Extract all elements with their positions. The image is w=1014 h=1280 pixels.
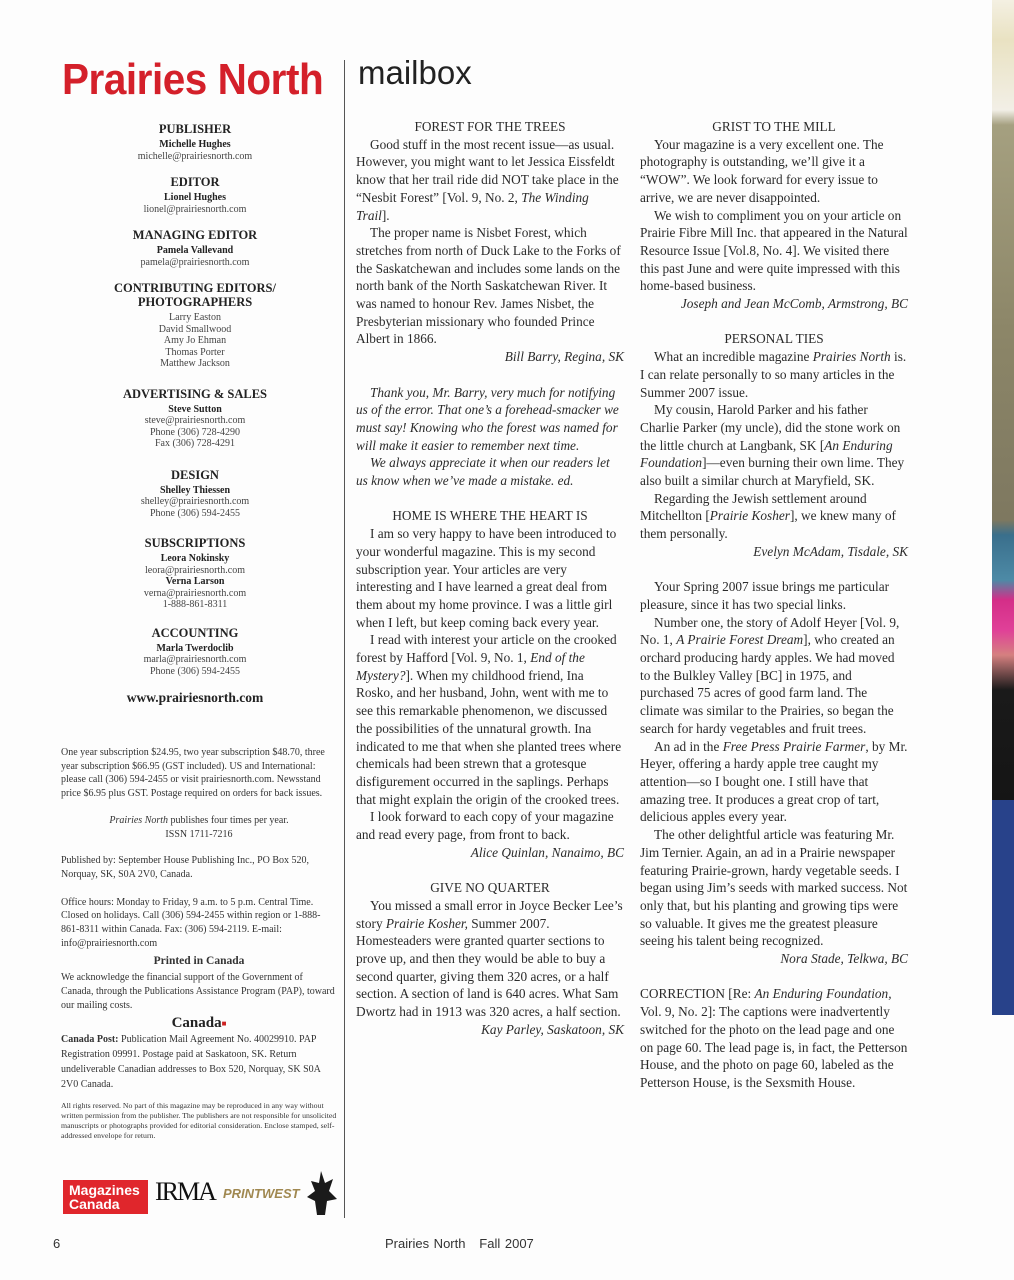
masthead-design [60,468,330,520]
masthead-email: verna@prairiesnorth.com [143,587,247,599]
magazine-title: Prairies North [109,814,169,826]
masthead-managing-editor [60,228,330,268]
letter-paragraph: Your magazine is a very excellent one. The photography is outstanding, we’ll give it a “WOW”. We look forward for every issue to arrive, we are never disappointed. [640,136,884,205]
canada-wordmark [61,1014,337,1031]
masthead-name: Steve Sutton [168,403,222,415]
masthead-heading: SUBSCRIPTIONS [144,536,246,550]
letter-heading: GIVE NO QUARTER [430,880,550,896]
letter-signature: Joseph and Jean McComb, Armstrong, BC [680,296,908,312]
masthead-phone: 1-888-861-8311 [162,599,228,610]
masthead-phone: Phone (306) 594-2455 [150,507,240,519]
text: ]—even burning their own lime. They also built a similar church at Maryfield, SK. [640,455,905,489]
canada-post-label: Canada Post: [61,1034,119,1046]
subscription-info: One year subscription $24.95, two year subscription $48.70, three year subscription $66.95 (GST included). US and International: please call (306) 594-2455 or visit prairiesnorth.com. Newsstand price $6.95 plus GST. Postage required on orders for back issues. [61,747,325,800]
publisher-address: Published by: September House Publishing Inc., PO Box 520, Norquay, SK, S0A 2V0, Canada. [61,855,310,880]
letter-heading: FOREST FOR THE TREES [414,119,566,134]
masthead-heading: DESIGN [171,467,219,482]
text: is. I can relate personally to so many articles in the Summer 2007 issue. [640,349,907,400]
contributor: David Smallwood [158,323,232,335]
website-link[interactable]: www.prairiesnorth.com [126,690,264,705]
letter-heading: GRIST TO THE MILL [712,119,836,134]
masthead-editor [60,175,330,215]
article-title: The Winding Trail [356,189,589,223]
correction-notice [640,985,908,1091]
letter-signature: Kay Parley, Saskatoon, SK [481,1021,624,1037]
printwest-logo: PRINTWEST [223,1186,300,1201]
text: What an incredible magazine [654,349,813,365]
masthead-accounting [60,626,330,678]
masthead-contributing [60,281,330,370]
masthead-email: michelle@prairiesnorth.com [137,150,253,162]
contributor: Larry Easton [169,312,221,323]
magazines-canada-logo [63,1180,148,1214]
masthead-email: steve@prairiesnorth.com [144,415,246,426]
masthead-heading: CONTRIBUTING EDITORS/ [114,281,276,295]
fineprint [61,746,337,1141]
article-title: End of the Mystery? [356,650,585,683]
masthead-name: Shelley Thiessen [159,484,231,496]
article-title: An Enduring Foundation, [754,986,892,1002]
letter-paragraph: I look forward to each copy of your magazine and read every page, from front to back. [356,809,614,843]
letter-paragraph: Your Spring 2007 issue brings me particular pleasure, since it has two special links. [640,579,890,612]
letters-column-2 [640,118,908,1092]
article-title: Prairie Kosher [709,508,790,524]
magazine-title: Prairies North [812,349,891,365]
masthead-fax: Fax (306) 728-4291 [155,438,235,449]
printed-in-canada: Printed in Canada [153,955,245,968]
masthead-heading: PUBLISHER [158,122,232,136]
sponsor-logos [63,1175,343,1215]
article-title: Prairie Kosher, [385,915,468,931]
article-title: An Enduring Foundation [640,437,893,471]
masthead-name: Lionel Hughes [164,192,226,203]
masthead-heading: EDITOR [170,175,220,189]
masthead-advertising [60,387,330,450]
letter-signature: Alice Quinlan, Nanaimo, BC [470,844,624,860]
issn: ISSN 1711-7216 [165,828,233,840]
contributor: Thomas Porter [165,346,225,358]
letter-paragraph [640,614,908,738]
text: Vol. 9, No. 2]: The captions were inadvertently switched for the photo on the lead page and one on page 60. The lead page is, in fact, the Petterson House, and the photo on page 60, labeled as the Petterson House, is the Sexsmith House. [640,1004,908,1090]
masthead-name: Leora Nokinsky [160,553,230,564]
logo-text: Magazines [69,1182,140,1198]
magazine-logo: Prairies North [62,55,324,104]
letter-signature: Nora Stade, Telkwa, BC [780,951,908,967]
letters-column-1 [356,118,624,1039]
masthead-heading: ADVERTISING & SALES [122,386,268,401]
running-footer: Prairies North Fall 2007 [385,1236,534,1251]
bird-sculpture-logo [303,1169,339,1217]
letter-signature: Bill Barry, Regina, SK [504,349,624,365]
masthead-phone: Phone (306) 594-2455 [150,665,240,677]
masthead-email: lionel@prairiesnorth.com [143,203,247,215]
masthead-email: leora@prairiesnorth.com [144,564,245,576]
text: ], we knew many of them personally. [640,508,896,542]
masthead-email: marla@prairiesnorth.com [143,654,247,665]
editor-reply: Thank you, Mr. Barry, very much for notifying us of the error. That one’s a forehead-smacker we must say! Knowing who the forest was named for will make it easier to remember next time. [356,384,619,453]
text: ]. [381,207,390,223]
masthead-heading: MANAGING EDITOR [132,228,258,242]
editor-reply: We always appreciate it when our readers let us know when we’ve made a mistake. ed. [356,455,610,489]
letter-paragraph [356,631,624,808]
frequency-text: publishes four times per year. [168,814,289,826]
text: Regarding the Jewish settlement around Mitchellton [ [640,490,867,524]
masthead-email: shelley@prairiesnorth.com [140,496,250,507]
masthead-email: pamela@prairiesnorth.com [140,256,250,268]
article-title: A Prairie Forest Dream [676,632,804,648]
section-title: mailbox [358,54,472,91]
masthead-heading: ACCOUNTING [151,625,239,640]
letter-heading: PERSONAL TIES [724,331,824,347]
text: ], who created an orchard producing hardy apples. We had moved to the Bulkley Valley [BC] in 1975, and purchased 75 acres of good farm land. The climate was similar to the Prairies, so began the search for hardy vegetables and fruit trees. [640,632,895,736]
masthead-publisher [60,122,330,162]
canada-wordmark-text: Canada [171,1014,222,1031]
letter-paragraph [640,348,908,401]
letter-paragraph: We wish to compliment you on your article on Prairie Fibre Mill Inc. that appeared in the Natural Resource Issue [Vol.8, No. 4]. We visited there this past June and were quite impressed with this home-based business. [640,207,908,294]
text: Summer 2007. Homesteaders were granted quarter sections to prove up, and then they would be able to buy a second quarter, giving them 320 acres, or a half section. A section of land is 640 acres. What Sam Dwortz had in 1913 was 320 acres, a half section. [356,915,621,1020]
text: ]. When my childhood friend, Ina Rosko, and her husband, John, went with me to see this remarkable phenomenon, we discussed the possibilities of the unnatural growth. Ina indicated to me that when she planted trees where chemicals had been strewn that a grotesque disfigurement occurred in the saplings. Perhaps that might explain the origin of the crooked trees. [356,667,622,807]
masthead-name: Pamela Vallevand [156,245,234,256]
masthead-name: Verna Larson [165,576,225,587]
text: My cousin, Harold Parker and his father Charlie Parker (my uncle), did the stone work on the little church at Langbank, SK [ [640,402,901,453]
text: I read with interest your article on the crooked forest by Hafford [Vol. 9, No. 1, [356,632,617,666]
rights-notice: All rights reserved. No part of this magazine may be reproduced in any way without written permission from the publisher. The publishers are not responsible for unsolicited manuscripts or photographs provided for editorial consideration. Enclose stamped, self-addressed envelope for return. [61,1101,337,1141]
letter-signature: Evelyn McAdam, Tisdale, SK [753,543,908,559]
masthead-heading: PHOTOGRAPHERS [137,295,253,309]
canada-post-info [61,1032,337,1092]
text: CORRECTION [Re: [640,986,755,1002]
acknowledgement: We acknowledge the financial support of the Government of Canada, through the Publications Assistance Program (PAP), toward our mailing costs. [61,972,335,1011]
contributor: Amy Jo Ehman [163,335,227,346]
letter-paragraph [356,136,624,225]
text: Number one, the story of Adolf Heyer [Vol. 9, No. 1, [640,614,900,648]
text: , by Mr. Heyer, offering a hardy apple tree caught my attention—so I bought one. I still have that amazing tree. It produces a great crop of tart, delicious apples every year. [640,738,908,825]
letter-paragraph [640,738,908,827]
text: Good stuff in the most recent issue—as usual. However, you might want to let Jessica Eissfeldt know that her trail ride did NOT take place in the “Nesbit Forest” [Vol. 9, No. 2, [356,136,619,205]
logo-text: Canada [69,1196,120,1212]
contributor: Matthew Jackson [160,358,230,369]
masthead-name: Michelle Hughes [159,139,231,150]
irma-logo: IRMA [155,1177,215,1206]
letter-paragraph [356,897,624,1021]
letter-paragraph: The other delightful article was featuring Mr. Jim Ternier. Again, an ad in a Prairie newspaper featuring Prairie-grown, hardy vegetable seeds. I began using Jim’s seeds with marked success. Not only that, but his planting and growing tips were so valuable. It gives me the greatest pleasure seeing his talent being recognized. [640,827,908,949]
column-divider [344,60,345,1218]
masthead-subscriptions [60,536,330,611]
letter-paragraph [640,490,908,543]
text: You missed a small error in Joyce Becker Lee’s story [356,897,623,931]
masthead-phone: Phone (306) 728-4290 [150,426,240,438]
letter-paragraph: I am so very happy to have been introduced to your wonderful magazine. This is my second subscription year. Your articles are very interesting and I have learned a great deal from them about my home province. I was a little girl when I left, but keep coming back every year. [356,526,617,630]
letter-paragraph [640,401,908,490]
frequency-info [61,814,337,828]
page-number: 6 [53,1236,61,1251]
masthead-name: Marla Twerdoclib [156,642,234,654]
letter-heading: HOME IS WHERE THE HEART IS [392,508,588,524]
facing-page-photo-edge [992,0,1014,1015]
masthead [60,122,330,706]
text: An ad in the [654,738,723,754]
letter-paragraph: The proper name is Nisbet Forest, which stretches from north of Duck Lake to the Forks of the Saskatchewan and includes some lands on the north bank of the North Saskatchewan River. It was named to honour Rev. James Nisbet, the Presbyterian missionary who founded Prince Albert in 1866. [356,225,621,347]
office-hours: Office hours: Monday to Friday, 9 a.m. to 5 p.m. Central Time. Closed on holidays. Call (306) 594-2455 within region or 1-888-861-8311 within Canada. Fax: (306) 594-2119. E-mail: info@prairiesnorth.com [61,896,321,949]
canada-post-text: Publication Mail Agreement No. 40029910. PAP Registration 09991. Postage paid at Saskatoon, SK. Return undeliverable Canadian addresses to Box 520, Norquay, SK S0A 2V0 Canada. [61,1034,321,1091]
publication-title: Free Press Prairie Farmer [722,738,866,754]
flag-icon: ■ [221,1018,227,1028]
